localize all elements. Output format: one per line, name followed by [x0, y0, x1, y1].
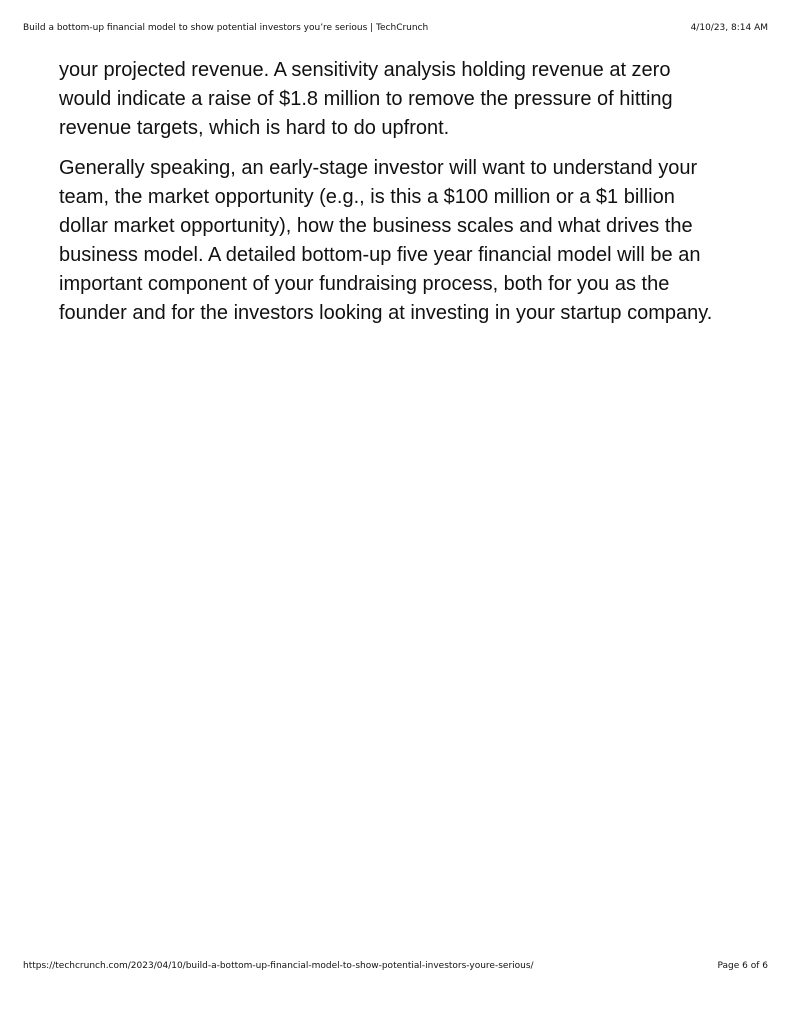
- print-datetime: 4/10/23, 8:14 AM: [690, 23, 768, 33]
- page-title: Build a bottom-up financial model to show potential investors you’re serious | TechCrunch: [23, 23, 429, 33]
- page-number: Page 6 of 6: [717, 961, 768, 971]
- print-header: [23, 22, 768, 34]
- article-paragraph: your projected revenue. A sensitivity analysis holding revenue at zero would indicate a raise of $1.8 million to remove the pressure of hitting revenue targets, which is hard to do upfront.: [59, 59, 673, 139]
- page-url: https://techcrunch.com/2023/04/10/build-a-bottom-up-financial-model-to-show-potential-investors-youre-serious/: [23, 961, 534, 971]
- article-paragraph: Generally speaking, an early-stage investor will want to understand your team, the market opportunity (e.g., is this a $100 million or a $1 billion dollar market opportunity), how the business scales and what drives the business model. A detailed bottom-up five year financial model will be an important component of your fundraising process, both for you as the founder and for the investors looking at investing in your startup company.: [59, 157, 713, 324]
- article-body: [59, 56, 727, 339]
- print-footer: [23, 960, 768, 972]
